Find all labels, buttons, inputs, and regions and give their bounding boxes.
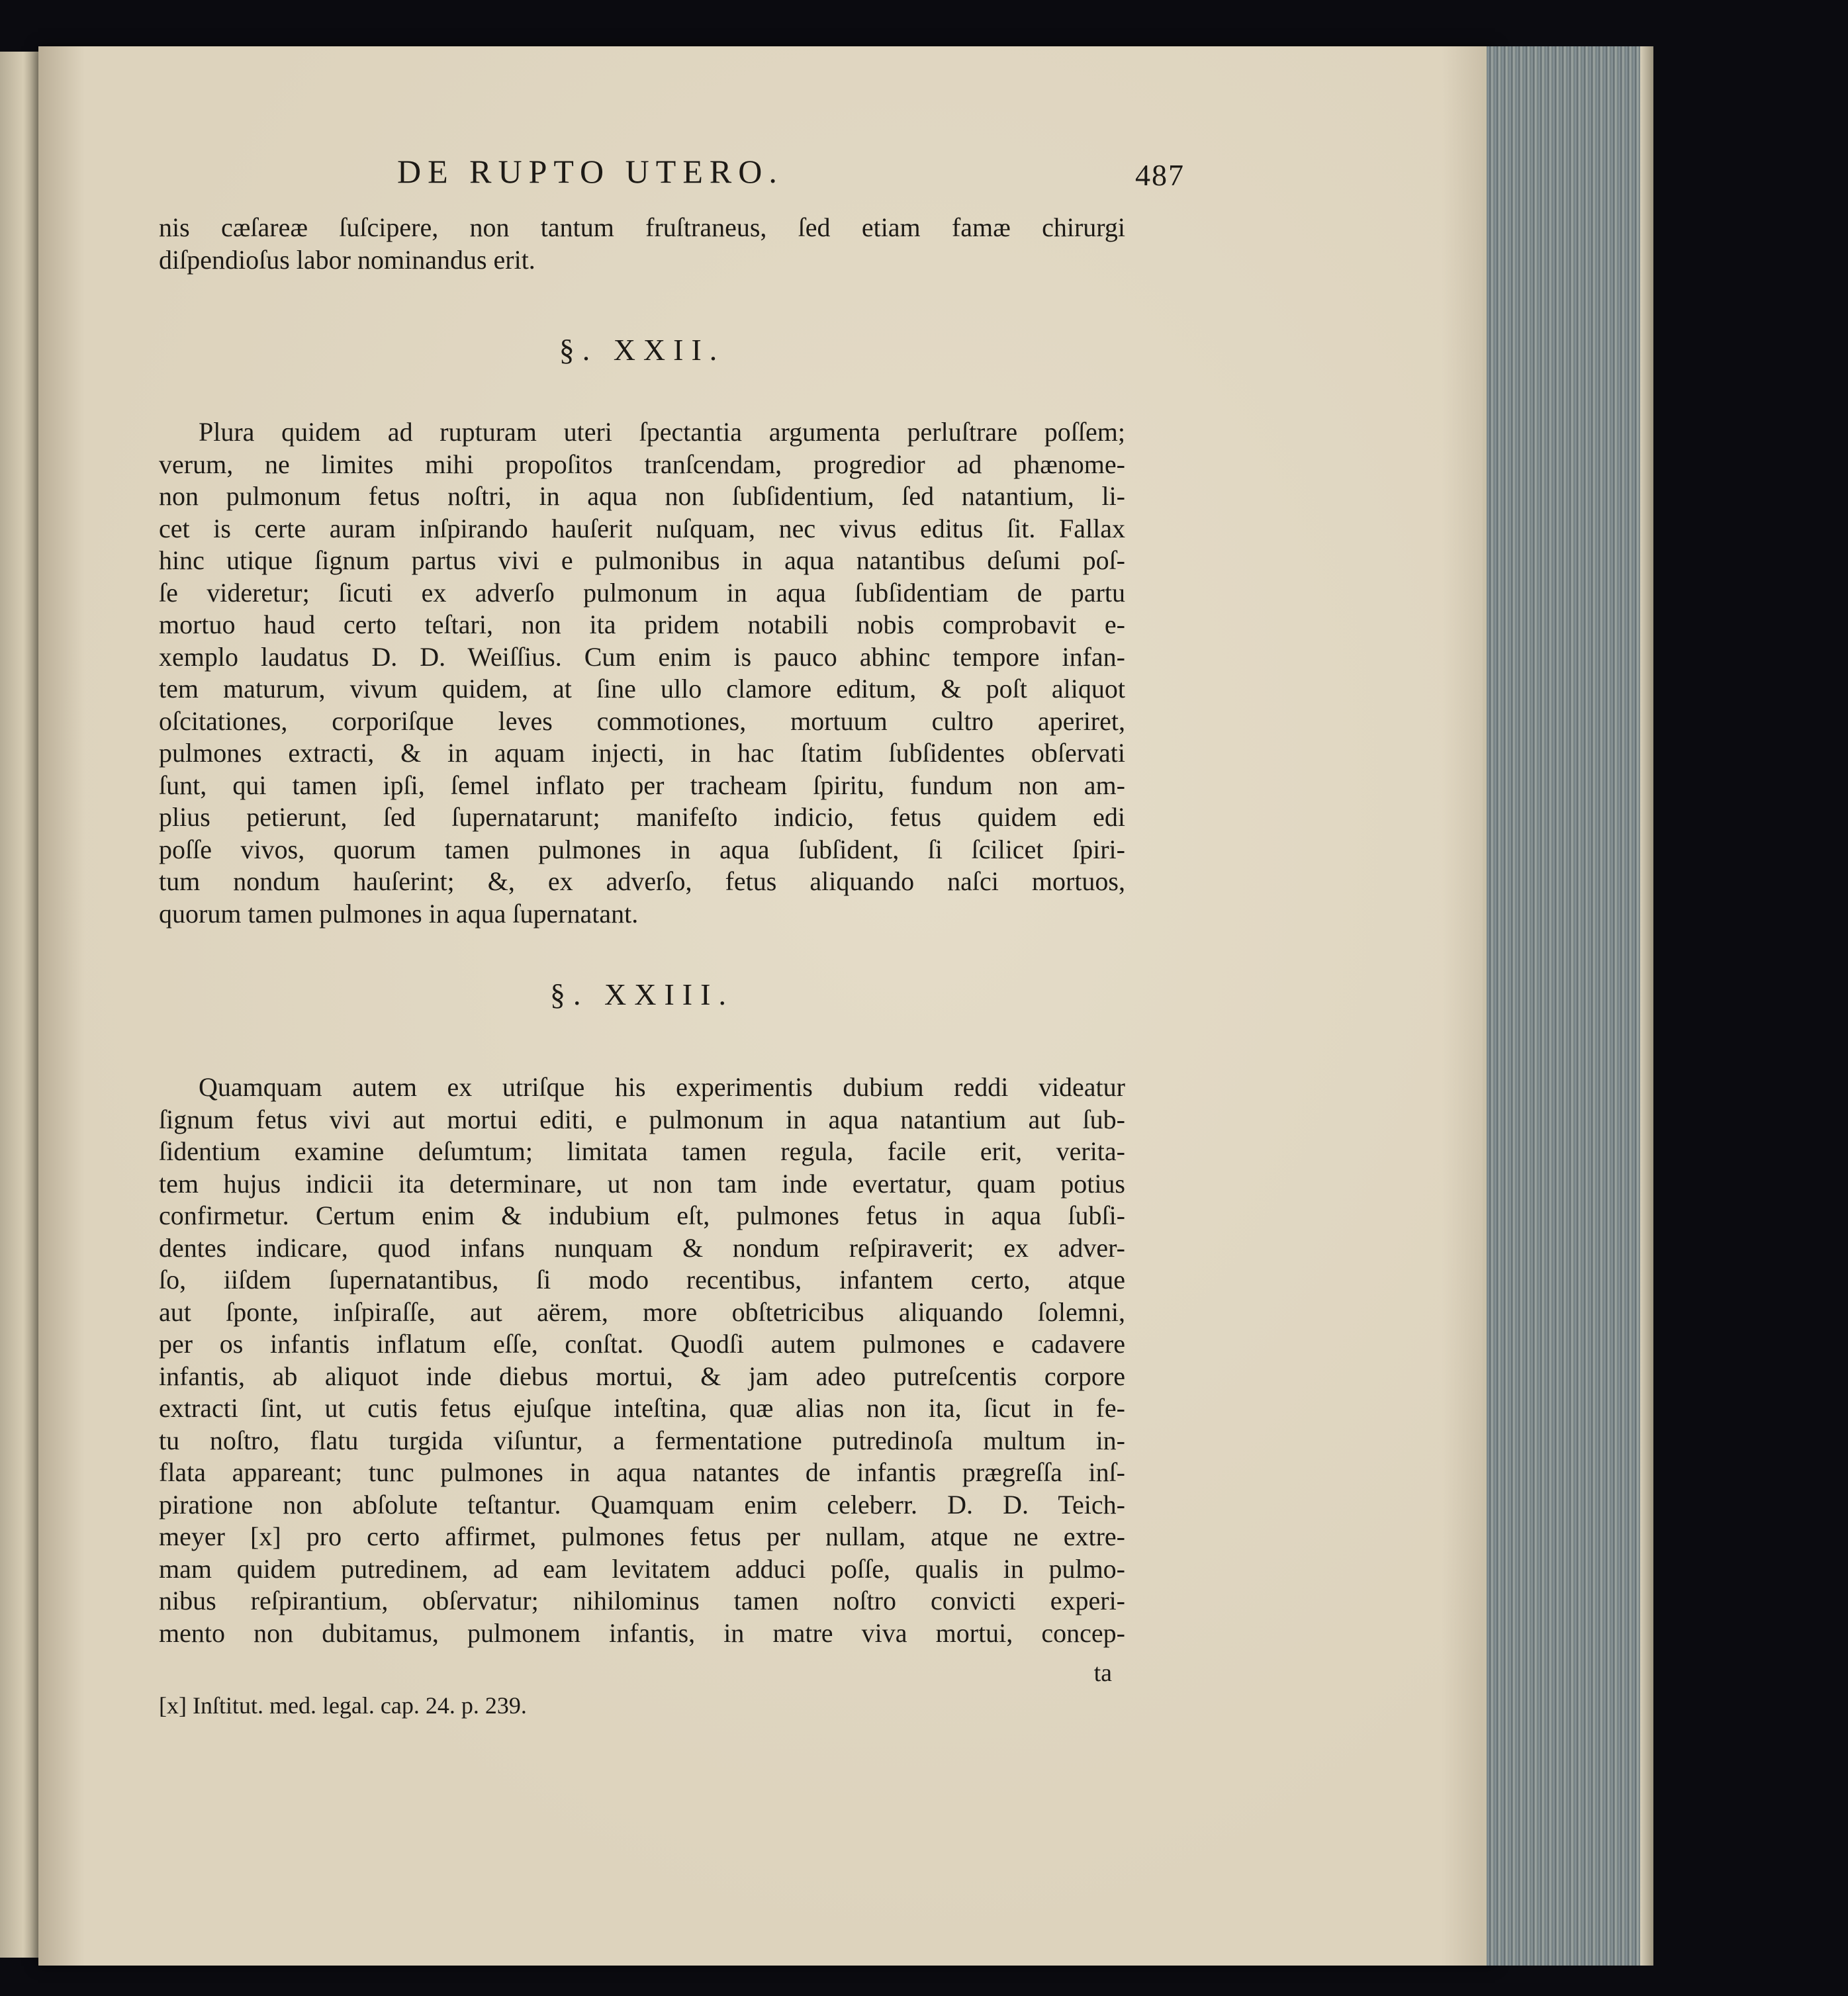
text-line: infantis, ab aliquot inde diebus mortui, & jam adeo putreſcentis corpore (159, 1361, 1125, 1391)
text-line: quorum tamen pulmones in aqua ſupernatant. (159, 898, 639, 929)
text-line: non pulmonum fetus noſtri, in aqua non ſubſidentium, ſed natantium, li- (159, 481, 1125, 511)
text-line: nibus reſpirantium, obſervatur; nihilominus tamen noſtro convicti experi- (159, 1586, 1125, 1615)
section-heading-22: §. XXII. (559, 333, 725, 367)
running-head-title: DE RUPTO UTERO. (397, 153, 784, 190)
text-line: flata appareant; tunc pulmones in aqua natantes de infantis prægreſſa inſ- (159, 1457, 1125, 1487)
text-line: extracti ſint, ut cutis fetus ejuſque inteſtina, quæ alias non ita, ſicut in fe- (159, 1393, 1125, 1423)
text-line: diſpendioſus labor nominandus erit. (159, 244, 535, 275)
text-line: ſe videretur; ſicuti ex adverſo pulmonum in aqua ſubſidentiam de partu (159, 577, 1125, 608)
text-line: oſcitationes, corporiſque leves commotiones, mortuum cultro aperiret, (159, 705, 1125, 736)
text-line: piratione non abſolute teſtantur. Quamquam enim celeberr. D. D. Teich- (159, 1489, 1125, 1520)
text-line: ſunt, qui tamen ipſi, ſemel inflato per tracheam ſpiritu, fundum non am- (159, 770, 1125, 800)
text-line: meyer [x] pro certo affirmet, pulmones fetus per nullam, atque ne extre- (159, 1521, 1125, 1551)
text-line: tem maturum, vivum quidem, at ſine ullo clamore editum, & poſt aliquot (159, 674, 1125, 703)
text-line: nis cæſareæ ſuſcipere, non tantum fruſtraneus, ſed etiam famæ chirurgi (159, 212, 1125, 242)
text-line: Quamquam autem ex utriſque his experimentis dubium reddi videatur (199, 1072, 1125, 1102)
text-line: hinc utique ſignum partus vivi e pulmonibus in aqua natantibus deſumi poſ- (159, 545, 1125, 575)
section-heading-23: §. XXIII. (550, 977, 734, 1011)
text-line: tu noſtro, flatu turgida viſuntur, a fermentatione putredinoſa multum in- (159, 1425, 1125, 1455)
text-line: verum, ne limites mihi propoſitos tranſcendam, progredior ad phænome- (159, 449, 1125, 479)
page-fore-edges (1483, 46, 1640, 1966)
running-head (159, 152, 1185, 212)
text-line: tum nondum hauſerint; &, ex adverſo, fetus aliquando naſci mortuos, (159, 866, 1125, 896)
text-line: poſſe vivos, quorum tamen pulmones in aqua ſubſident, ſi ſcilicet ſpiri- (159, 834, 1125, 864)
text-line: ſignum fetus vivi aut mortui editi, e pulmonum in aqua natantium aut ſub- (159, 1104, 1125, 1134)
facing-page-edge (0, 52, 38, 1958)
text-line: ſo, iiſdem ſupernatantibus, ſi modo recentibus, infantem certo, atque (159, 1265, 1125, 1294)
page-number: 487 (1135, 158, 1185, 192)
footnote: [x] Inſtitut. med. legal. cap. 24. p. 239. (159, 1692, 527, 1719)
catchword: ta (1093, 1659, 1112, 1687)
text-line: mortuo haud certo teſtari, non ita pridem notabili nobis comprobavit e- (159, 610, 1125, 639)
text-line: mam quidem putredinem, ad eam levitatem adduci poſſe, qualis in pulmo- (159, 1553, 1125, 1584)
text-line: per os infantis inflatum eſſe, conſtat. Quodſi autem pulmones e cadavere (159, 1329, 1125, 1359)
section-23-paragraph (159, 1071, 1125, 1649)
section-22-paragraph (159, 416, 1125, 930)
text-line: xemplo laudatus D. D. Weiſſius. Cum enim is pauco abhinc tempore infan- (159, 641, 1125, 672)
text-line: confirmetur. Certum enim & indubium eſt, pulmones fetus in aqua ſubſi- (159, 1201, 1125, 1230)
page-text (159, 152, 1185, 1719)
text-line: pulmones extracti, & in aquam injecti, in hac ſtatim ſubſidentes obſervati (159, 738, 1125, 768)
text-line: mento non dubitamus, pulmonem infantis, in matre viva mortui, concep- (159, 1617, 1125, 1648)
text-line: dentes indicare, quod infans nunquam & nondum reſpiraverit; ex adver- (159, 1232, 1125, 1263)
text-line: tem hujus indicii ita determinare, ut non tam inde evertatur, quam potius (159, 1168, 1125, 1199)
text-line: cet is certe auram inſpirando hauſerit nuſquam, nec vivus editus ſit. Fallax (159, 513, 1125, 543)
text-line: aut ſponte, inſpiraſſe, aut aërem, more obſtetricibus aliquando ſolemni, (159, 1296, 1125, 1327)
text-line: plius petierunt, ſed ſupernatarunt; manifeſto indicio, fetus quidem edi (159, 802, 1125, 832)
text-line: ſidentium examine deſumtum; limitata tamen regula, facile erit, verita- (159, 1136, 1125, 1166)
text-line: Plura quidem ad rupturam uteri ſpectantia argumenta perluſtrare poſſem; (199, 417, 1125, 447)
continuation-paragraph (159, 212, 1125, 276)
